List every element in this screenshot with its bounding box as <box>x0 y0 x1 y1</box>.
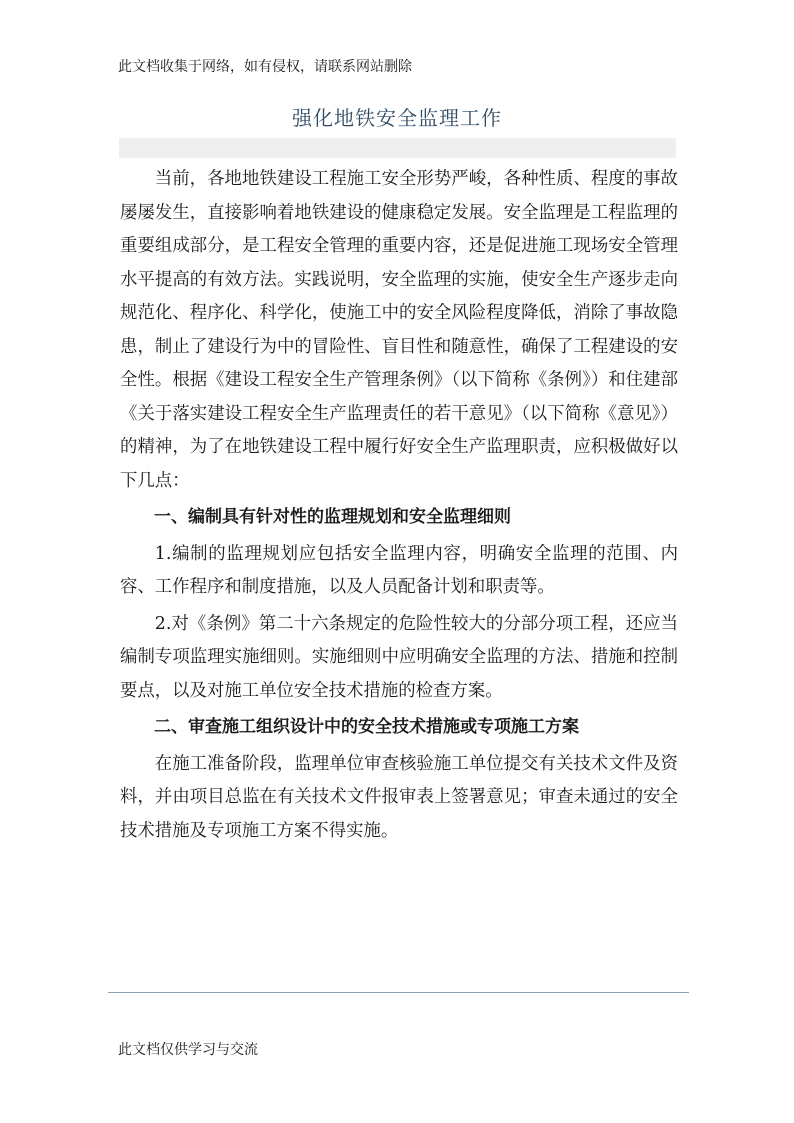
document-title: 强化地铁安全监理工作 <box>292 106 502 130</box>
document-body <box>120 163 678 848</box>
body-paragraph: 2.对《条例》第二十六条规定的危险性较大的分部分项工程，还应当编制专项监理实施细则。实施细则中应明确安全监理的方法、措施和控制要点，以及对施工单位安全技术措施的检查方案。 <box>120 613 678 701</box>
body-paragraph: 在施工准备阶段，监理单位审查核验施工单位提交有关技术文件及资料，并由项目总监在有关技术文件报审表上签署意见；审查未通过的安全技术措施及专项施工方案不得实施。 <box>120 753 678 841</box>
title-divider-bar <box>119 138 676 158</box>
intro-paragraph: 当前，各地地铁建设工程施工安全形势严峻，各种性质、程度的事故屡屡发生，直接影响着地铁建设的健康稳定发展。安全监理是工程监理的重要组成部分，是工程安全管理的重要内容，还是促进施工现场安全管理水平提高的有效方法。实践说明，安全监理的实施，使安全生产逐步走向规范化、程序化、科学化，使施工中的安全风险程度降低，消除了事故隐患，制止了建设行为中的冒险性、盲目性和随意性，确保了工程建设的安全性。根据《建设工程安全生产管理条例》（以下简称《条例》）和住建部《关于落实建设工程安全生产监理责任的若干意见》（以下简称《意见》）的精神，为了在地铁建设工程中履行好安全生产监理职责，应积极做好以下几点： <box>120 169 678 491</box>
footer-divider <box>108 992 689 993</box>
section-heading-1: 一、编制具有针对性的监理规划和安全监理细则 <box>154 507 511 527</box>
section-heading-2: 二、审查施工组织设计中的安全技术措施或专项施工方案 <box>154 717 579 737</box>
body-paragraph: 1.编制的监理规划应包括安全监理内容，明确安全监理的范围、内容、工作程序和制度措施，以及人员配备计划和职责等。 <box>120 543 678 597</box>
header-disclaimer: 此文档收集于网络，如有侵权，请联系网站删除 <box>118 59 412 75</box>
footer-disclaimer: 此文档仅供学习与交流 <box>118 1042 258 1058</box>
